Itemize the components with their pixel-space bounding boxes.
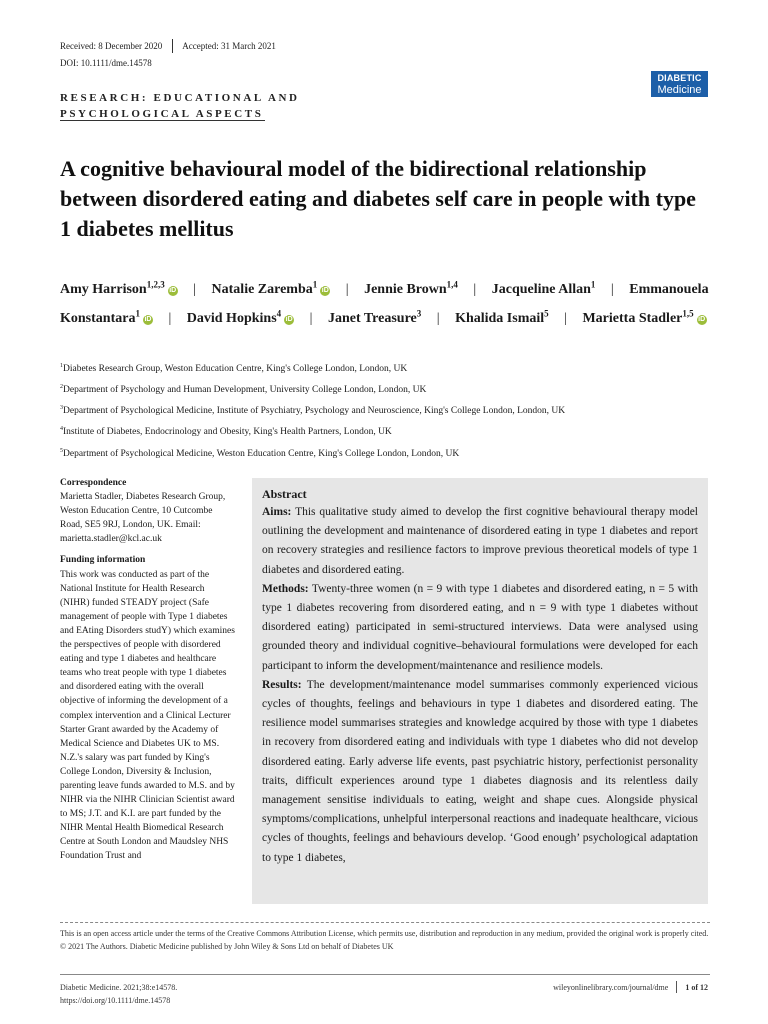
results-text: The development/maintenance model summarises commonly experienced vicious cycles of thoughts, feelings and behaviours in type 1 diabetes and disordered eating. The resilience model summarises strategies and knowledge acquired by those with type 1 diabetes in recovery from disordered eating and individuals with type 1 diabetes who did not develop disordered eating. Early adverse life events, past psychiatric history, perfectionist personality traits, difficult experiences around type 1 diabetes diagnosis and its relentless daily management sensitise individuals to eating, weight and shape cues. Alongside physical symptoms/complications, unhelpful interpersonal reactions and inadequate healthcare, vicious cycles of thoughts, feelings and behaviours develop. ‘Good enough’ psychological adaptation to type 1 diabetes,	[262, 678, 698, 864]
date-separator	[172, 39, 173, 53]
funding-heading: Funding information	[60, 555, 146, 566]
journal-url[interactable]: wileyonlinelibrary.com/journal/dme	[553, 982, 669, 992]
author-affiliation-number: 1	[135, 308, 140, 319]
author-affiliation-number: 1,4	[446, 279, 458, 289]
affiliation-text: Department of Psychological Medicine, Institute of Psychiatry, Psychology and Neuroscience, King's College London, London, UK	[63, 406, 566, 417]
funding-text: This work was conducted as part of the National Institute for Health Research (NIHR) funded STEADY project (Safe management of people with Type 1 diabetes and EAting Disorders studY) which examines the perspectives of people with disordered eating and type 1 diabetes and healthcare teams who treat people with type 1 diabetes and disordered eating with the overall objective of informing the development of a complex intervention and a Clinical Lecturer Starter Grant awarded by the Academy of Medical Science and Diabetes UK to MS. N.Z.'s salary was part funded by King's College London, Diversity & Inclusion, parenting leave funds awarded to M.S. and by NIHR via the NIHR Clinician Scientist award to MS; J.T. and K.I. are part funded by the NIHR Mental Health Biomedical Research Centre at South London and Maudsley NHS Foundation Trust and	[60, 569, 235, 862]
author-name: Jennie Brown	[364, 281, 447, 297]
affiliation-text: Department of Psychological Medicine, Weston Education Centre, King's College London, London, UK	[63, 448, 460, 459]
copyright-text: © 2021 The Authors. Diabetic Medicine published by John Wiley & Sons Ltd on behalf of Diabetes UK	[60, 941, 394, 951]
section-label	[60, 90, 300, 122]
affiliation-item	[60, 357, 720, 378]
abstract-results	[262, 676, 698, 868]
license-divider	[60, 922, 710, 923]
aims-label: Aims:	[262, 506, 292, 518]
affiliation-item	[60, 378, 720, 399]
author-separator: |	[564, 311, 567, 327]
author-name: David Hopkins	[186, 311, 277, 327]
author-list	[60, 272, 720, 331]
author-separator: |	[309, 311, 313, 327]
author-affiliation-number: 1	[312, 279, 318, 289]
author-separator: |	[193, 281, 197, 297]
affiliation-item	[60, 442, 720, 463]
author	[211, 279, 331, 297]
affiliation-text: Diabetes Research Group, Weston Education Centre, King's College London, London, UK	[63, 364, 408, 375]
footer-journal	[553, 981, 708, 993]
submission-dates	[60, 39, 276, 53]
methods-text: Twenty-three women (n = 9 with type 1 diabetes and disordered eating, n = 5 with type 1 diabetes recovering from disordered eating, and n = 9 with type 1 diabetes without disordered eating) participated in semi-structured interviews. Data were analysed using grounded theory and individual cognitive–behavioural formulations were developed for each participant to inform the development/maintenance and resilience models.	[262, 582, 698, 672]
author-separator: |	[436, 311, 440, 327]
author-separator: |	[473, 281, 477, 297]
author-name: Khalida Ismail	[455, 311, 545, 327]
doi-url[interactable]: https://doi.org/10.1111/dme.14578	[60, 996, 171, 1005]
page-number: 1 of 12	[685, 982, 708, 992]
orcid-icon[interactable]: iD	[285, 316, 293, 324]
results-label: Results:	[262, 678, 302, 691]
author-affiliation-number: 1,5	[682, 308, 694, 319]
affiliation-number: 5	[60, 447, 63, 454]
author-affiliation-number: 3	[416, 308, 422, 319]
orcid-icon[interactable]: iD	[169, 286, 177, 294]
author	[186, 308, 294, 327]
orcid-icon[interactable]: iD	[144, 316, 152, 324]
author-name: Natalie Zaremba	[211, 281, 313, 297]
footer-citation	[60, 981, 177, 1007]
author	[364, 279, 458, 297]
license-text: This is an open access article under the terms of the Creative Commons Attribution License, which permits use, distribution and reproduction in any medium, provided the original work is properly cited.	[60, 929, 709, 938]
logo-line2: Medicine	[657, 84, 702, 96]
affiliation-number: 2	[60, 384, 63, 391]
affiliation-number: 3	[60, 405, 63, 412]
correspondence-text: Marietta Stadler, Diabetes Research Group, Weston Education Centre, 10 Cutcombe Road, SE5 9RJ, London, UK. Email: marietta.stadler@kcl.ac.uk	[60, 492, 226, 545]
article-title: A cognitive behavioural model of the bidirectional relationship between disordered eating and diabetes self care in people with type 1 diabetes mellitus	[60, 156, 696, 241]
author-name: Jacqueline Allan	[491, 281, 591, 297]
author-affiliation-number: 5	[544, 308, 549, 319]
footer-divider	[60, 974, 710, 975]
logo-line1: DIABETIC	[657, 73, 702, 83]
correspondence-heading: Correspondence	[60, 478, 127, 488]
author	[327, 308, 422, 327]
author-name: Marietta Stadler	[582, 311, 683, 327]
author	[455, 308, 549, 327]
affiliation-text: Institute of Diabetes, Endocrinology and Obesity, King's Health Partners, London, UK	[63, 427, 392, 438]
author	[60, 279, 178, 297]
author	[491, 279, 596, 297]
author-separator: |	[168, 311, 172, 327]
footer-separator	[676, 981, 677, 993]
abstract-box	[252, 478, 708, 904]
section-label-line1: RESEARCH: EDUCATIONAL AND	[60, 92, 300, 104]
author-affiliation-number: 1	[590, 279, 596, 289]
affiliation-item	[60, 420, 720, 441]
section-label-line2: PSYCHOLOGICAL ASPECTS	[60, 108, 264, 120]
affiliation-text: Department of Psychology and Human Development, University College London, London, UK	[63, 385, 427, 396]
aims-text: This qualitative study aimed to develop the first cognitive behavioural therapy model outlining the development and maintenance of disordered eating in type 1 diabetes and report on recovery strategies and resilience factors to improve previous theoretical models of type 1 diabetes and disordered eating.	[262, 506, 699, 576]
author-affiliation-number: 1,2,3	[146, 279, 165, 289]
accepted-date: Accepted: 31 March 2021	[182, 41, 276, 51]
affiliation-number: 4	[60, 426, 63, 433]
author-name: Amy Harrison	[60, 281, 147, 297]
abstract-methods	[262, 580, 698, 676]
received-date: Received: 8 December 2020	[60, 41, 163, 51]
orcid-icon[interactable]: iD	[698, 316, 706, 324]
affiliation-list	[60, 357, 720, 463]
author-affiliation-number: 4	[276, 308, 282, 319]
author-name: Emmanouela Konstantara	[60, 281, 709, 327]
license-notice	[60, 928, 710, 953]
orcid-icon[interactable]: iD	[321, 286, 329, 294]
side-notes	[60, 476, 236, 871]
abstract-heading: Abstract	[262, 487, 307, 501]
author-name: Janet Treasure	[327, 311, 417, 327]
author-separator: |	[345, 281, 349, 297]
author-separator: |	[610, 281, 614, 297]
abstract-aims	[262, 503, 698, 580]
author	[582, 308, 706, 327]
affiliation-number: 1	[60, 363, 63, 369]
section-underline	[60, 120, 265, 121]
methods-label: Methods:	[262, 582, 309, 595]
doi-line: DOI: 10.1111/dme.14578	[60, 58, 152, 68]
affiliation-item	[60, 399, 720, 420]
citation-text: Diabetic Medicine. 2021;38:e14578.	[60, 983, 178, 992]
journal-logo	[651, 71, 708, 97]
